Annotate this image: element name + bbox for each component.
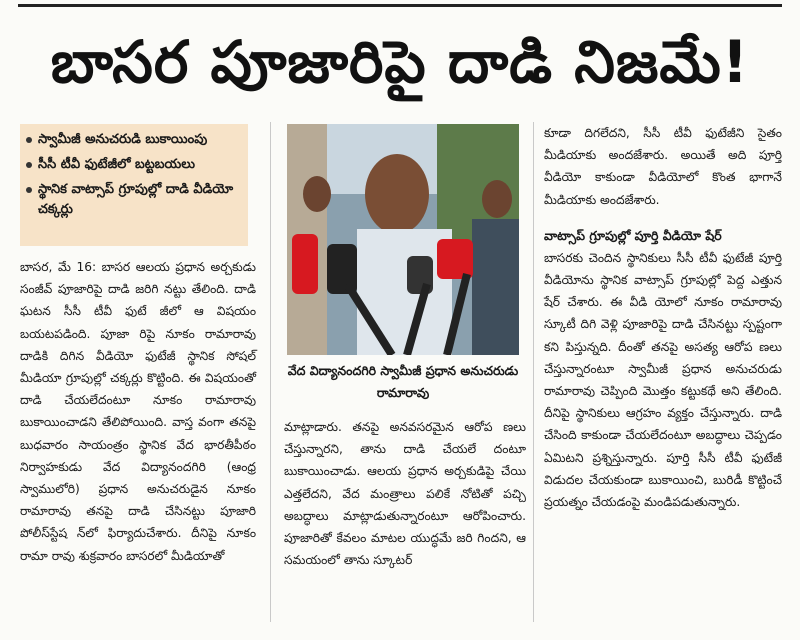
highlight-item xyxy=(26,180,242,220)
article-column-2 xyxy=(284,416,526,571)
article-paragraph: మాట్లాడారు. తనపై అనవసరమైన ఆరోప ణలు చేస్తున్నారని, తాను దాడి చేయలే దంటూ బుకాయించాడు. ఆలయ ప్రధాన అర్చకుడిపై చేయి ఎత్తలేదని, వేద మంత్రాలు పలికే నోటితో పచ్చి అబద్ధాలు మాట్లాడుతున్నారంటూ ఆరోపించారు. పూజారితో కేవలం మాటల యుద్ధమే జరి గిందని, ఆ సమయంలో తాను స్కూటర్ xyxy=(284,420,526,568)
column-divider xyxy=(270,122,271,622)
subheading: వాట్సాప్ గ్రూపుల్లో పూర్తి వీడియో షేర్ xyxy=(544,227,722,243)
column-divider xyxy=(533,122,534,622)
article-paragraph: బాసర, మే 16: బాసర ఆలయ ప్రధాన అర్చకుడు సంజీవ్ పూజారిపై దాడి జరిగి నట్టు తేలింది. దాడి ఘటన సీసీ టీవీ ఫుటే జీలో ఆ విషయం బయటపడింది. పూజా రిపై నూకం రామారావు దాడికి దిగిన వీడియో ఫుటేజీ స్థానిక సోషల్ మీడియా గ్రూపుల్లో చక్కర్లు కొట్టింది. ఈ విషయంతో దాడి చేయలేదంటూ నూకం రామారావు బుకాయించాడని తేలిపోయింది. వాస్త వంగా తనపై బుధవారం సాయంత్రం స్థానిక వేద భారతీపీఠం నిర్వాహకుడు వేద విద్యానందగిరి (ఆంధ్ర స్వాములోరి) ప్రధాన అనుచరుడైన నూకం రామారావు తనపై దాడి చేసినట్టు పూజారి పోలీస్‌స్టేష న్‌లో ఫిర్యాదుచేశారు. దీనిపై నూకం రామా రావు శుక్రవారం బాసరలో మీడియాతో xyxy=(20,260,256,563)
bullet-icon xyxy=(26,187,32,193)
highlight-item xyxy=(26,130,242,150)
highlight-text: సీసీ టీవీ ఫుటేజీలో బట్టబయలు xyxy=(38,157,195,172)
article-paragraph: బాసరకు చెందిన స్థానికులు సీసీ టీవీ ఫుటేజీ పూర్తి వీడియోను స్థానిక వాట్సాప్ గ్రూపుల్లో పెద్ద ఎత్తున షేర్ చేశారు. ఈ వీడి యోలో నూకం రామారావు స్కూటీ దిగి వెళ్లి పూజారిపై దాడి చేసినట్టు స్పష్టంగా కని పిస్తున్నది. దీంతో తనపై అసత్య ఆరోప ణలు చేస్తున్నారంటూ స్వామీజీ ప్రధాన అనుచరుడు రామారావు చెప్పింది మొత్తం కట్టుకథే అని తేలింది. దీనిపై స్థానికులు ఆగ్రహం వ్యక్తం చేస్తున్నారు. దాడి చేసింది కాకుండా చేయలేదంటూ అబద్ధాలు చెప్పడం ఏమిటని ప్రశ్నిస్తున్నారు. పూర్తి సీసీ టీవీ ఫుటేజీ విడుదల చేయకుండా బుకాయించి, బురిడీ కొట్టించే ప్రయత్నం చేయడంపై మండిపడుతున్నారు. xyxy=(544,250,782,510)
highlight-text: స్థానిక వాట్సాప్ గ్రూపుల్లో దాడి వీడియో చక్కర్లు xyxy=(38,182,234,217)
highlight-item xyxy=(26,155,242,175)
headline: బాసర పూజారిపై దాడి నిజమే! xyxy=(50,28,750,96)
article-column-3 xyxy=(544,122,782,513)
photo-illustration xyxy=(287,124,519,355)
bullet-icon xyxy=(26,162,32,168)
highlight-text: స్వామీజీ అనుచరుడి బుకాయింపు xyxy=(38,132,208,147)
article-column-1 xyxy=(20,256,256,567)
bullet-icon xyxy=(26,137,32,143)
top-rule xyxy=(18,4,782,7)
highlights-box xyxy=(20,124,248,246)
news-photo xyxy=(287,124,519,355)
photo-caption: వేద విద్యానందగిరి స్వామీజీ ప్రధాన అనుచరుడు రామారావు xyxy=(287,363,519,400)
article-paragraph: కూడా దిగలేదని, సీసీ టీవీ ఫుటేజీని సైతం మీడియాకు అందజేశారు. అయితే అది పూర్తి వీడియో కాకుండా వీడియోలో కొంత భాగానే మీడియాకు అందజేశారు. xyxy=(544,126,782,207)
